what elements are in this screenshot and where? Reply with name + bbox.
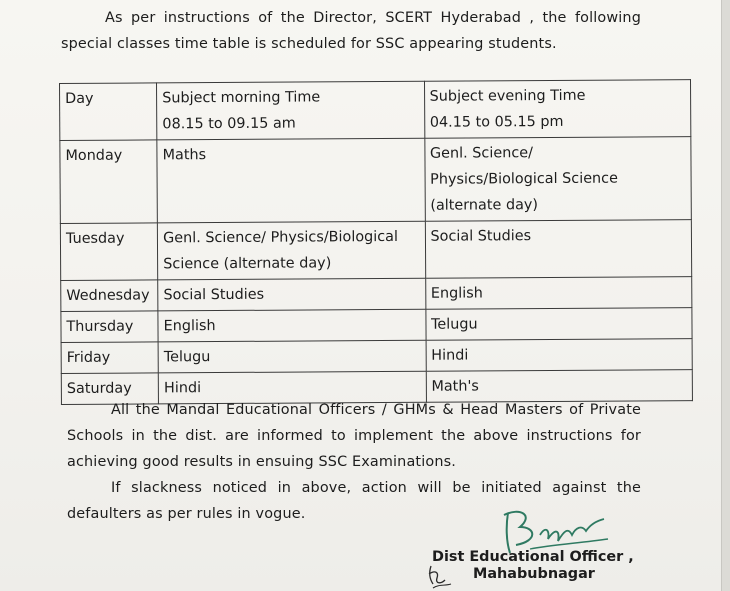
warning-line-2: defaulters as per rules in vogue. bbox=[67, 506, 306, 522]
day-cell: Saturday bbox=[61, 373, 158, 405]
header-morning-time: 08.15 to 09.15 am bbox=[162, 115, 296, 133]
morning-cell: Hindi bbox=[158, 371, 426, 404]
instructions-paragraph bbox=[67, 397, 641, 475]
evening-cell: Telugu bbox=[425, 308, 692, 341]
signatory-place: Mahabubnagar bbox=[473, 566, 595, 582]
header-evening-time: 04.15 to 05.15 pm bbox=[429, 113, 564, 131]
header-morning-title: Subject morning Time bbox=[162, 89, 321, 107]
instructions-line-2: Schools in the dist. are informed to implement the above instructions for bbox=[67, 428, 641, 444]
signatory-title: Dist Educational Officer , bbox=[432, 549, 634, 565]
table-row bbox=[61, 339, 692, 374]
warning-line-1: If slackness noticed in above, action will be initiated against the bbox=[111, 480, 641, 496]
evening-cell: English bbox=[425, 277, 692, 310]
morning-cell: Genl. Science/ Physics/Biological Science (alternate day) bbox=[157, 221, 425, 280]
day-cell: Friday bbox=[61, 342, 158, 374]
timetable-header-row bbox=[60, 80, 691, 141]
day-cell: Thursday bbox=[61, 311, 158, 343]
day-cell: Monday bbox=[60, 140, 158, 224]
intro-paragraph bbox=[61, 5, 641, 57]
table-row bbox=[61, 308, 692, 343]
header-evening-title: Subject evening Time bbox=[429, 87, 586, 105]
intro-line-1: As per instructions of the Director, SCERT Hyderabad , the following bbox=[105, 10, 641, 26]
intro-line-2: special classes time table is scheduled for SSC appearing students. bbox=[61, 36, 557, 52]
instructions-line-1: All the Mandal Educational Officers / GHMs & Head Masters of Private bbox=[111, 402, 641, 418]
instructions-line-3: achieving good results in ensuing SSC Examinations. bbox=[67, 454, 456, 470]
day-cell: Wednesday bbox=[61, 280, 158, 312]
header-morning bbox=[157, 81, 425, 140]
evening-cell: Hindi bbox=[426, 339, 693, 372]
page-edge bbox=[721, 0, 730, 591]
timetable bbox=[59, 79, 693, 405]
morning-cell: Maths bbox=[157, 138, 425, 223]
morning-cell: Telugu bbox=[158, 340, 426, 373]
table-row bbox=[60, 137, 691, 224]
evening-cell: Math's bbox=[426, 370, 693, 403]
table-row bbox=[61, 277, 692, 312]
day-cell: Tuesday bbox=[60, 223, 157, 281]
evening-cell: Genl. Science/ Physics/Biological Science (alternate day) bbox=[424, 137, 691, 222]
header-evening bbox=[424, 80, 691, 139]
morning-cell: English bbox=[158, 309, 426, 342]
evening-cell: Social Studies bbox=[425, 220, 692, 279]
header-day: Day bbox=[60, 83, 157, 141]
table-row bbox=[60, 220, 691, 281]
morning-cell: Social Studies bbox=[158, 278, 426, 311]
